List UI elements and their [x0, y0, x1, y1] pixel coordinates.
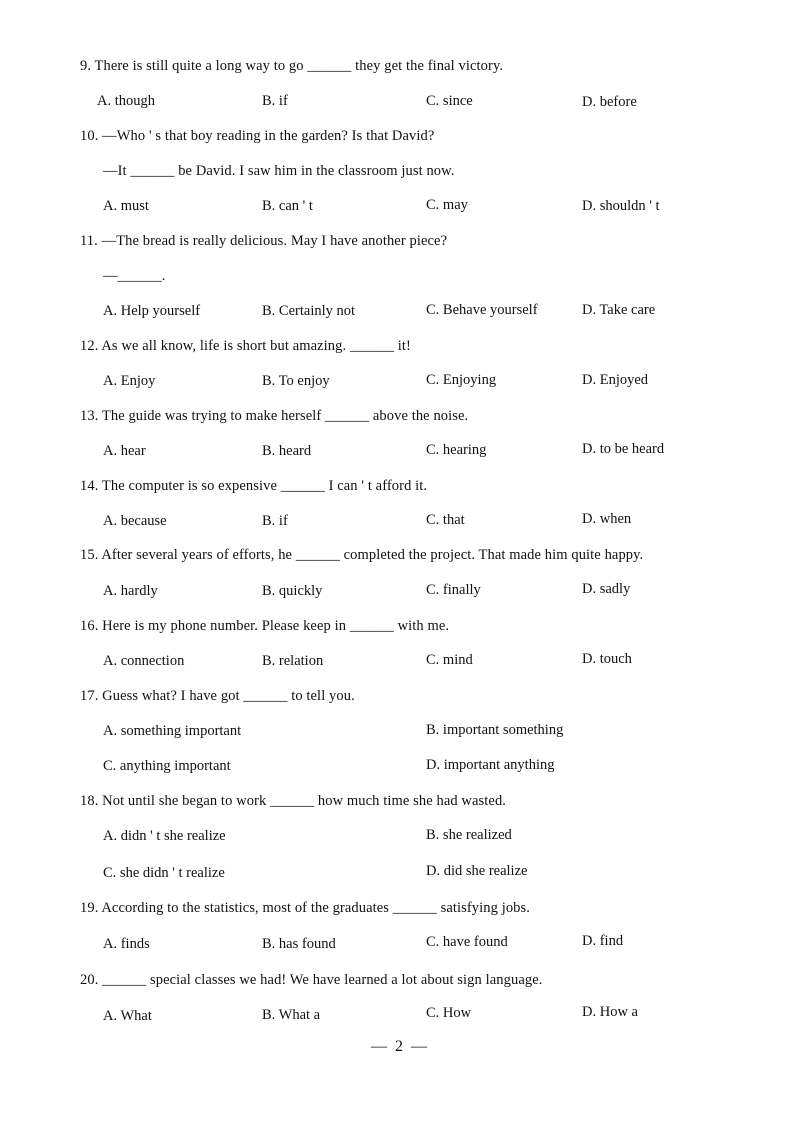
question-9-option-a: A. though: [97, 93, 155, 109]
question-10-option-d: D. shouldn ' t: [582, 198, 660, 214]
question-16-stem: 16. Here is my phone number. Please keep in ______ with me.: [80, 618, 450, 634]
question-16-option-a: A. connection: [103, 653, 185, 669]
question-15-stem: 15. After several years of efforts, he ______ completed the project. That made him quite happy.: [80, 547, 644, 563]
question-15-option-a: A. hardly: [103, 583, 158, 599]
question-18-option-c: C. she didn ' t realize: [103, 865, 225, 881]
question-12-option-a: A. Enjoy: [103, 373, 156, 389]
question-9-stem: 9. There is still quite a long way to go ______ they get the final victory.: [80, 58, 504, 74]
question-9-option-b: B. if: [262, 93, 288, 109]
question-10-option-a: A. must: [103, 198, 149, 214]
question-18-stem: 18. Not until she began to work ______ how much time she had wasted.: [80, 793, 507, 809]
question-10-option-b: B. can ' t: [262, 198, 313, 214]
question-13-option-b: B. heard: [262, 443, 312, 459]
question-11-stem: 11. —The bread is really delicious. May I have another piece?: [80, 233, 448, 249]
question-20-option-a: A. What: [103, 1008, 152, 1024]
question-17-stem: 17. Guess what? I have got ______ to tell you.: [80, 688, 355, 704]
page-number: — 2 —: [371, 1038, 429, 1055]
question-20-option-c: C. How: [426, 1005, 472, 1021]
question-13-option-d: D. to be heard: [582, 441, 665, 457]
question-11-option-d: D. Take care: [582, 302, 656, 318]
question-10-option-c: C. may: [426, 197, 468, 213]
question-10-stem: 10. —Who ' s that boy reading in the garden? Is that David?: [80, 128, 435, 144]
question-10-stem-reply: —It ______ be David. I saw him in the classroom just now.: [103, 163, 455, 179]
question-14-option-c: C. that: [426, 512, 465, 528]
question-19-option-d: D. find: [582, 933, 624, 949]
question-11-option-b: B. Certainly not: [262, 303, 356, 319]
question-18-option-a: A. didn ' t she realize: [103, 828, 226, 844]
question-19-option-c: C. have found: [426, 934, 508, 950]
question-14-option-d: D. when: [582, 511, 632, 527]
question-13-option-a: A. hear: [103, 443, 146, 459]
question-15-option-d: D. sadly: [582, 581, 631, 597]
question-12-option-d: D. Enjoyed: [582, 372, 649, 388]
question-17-option-b: B. important something: [426, 722, 564, 738]
question-20-stem: 20. ______ special classes we had! We have learned a lot about sign language.: [80, 972, 543, 988]
question-12-option-b: B. To enjoy: [262, 373, 330, 389]
question-17-option-c: C. anything important: [103, 758, 231, 774]
question-16-option-b: B. relation: [262, 653, 324, 669]
question-20-option-d: D. How a: [582, 1004, 638, 1020]
question-13-option-c: C. hearing: [426, 442, 487, 458]
question-20-option-b: B. What a: [262, 1007, 321, 1023]
question-14-option-a: A. because: [103, 513, 167, 529]
question-18-option-b: B. she realized: [426, 827, 512, 843]
question-9-option-d: D. before: [582, 94, 637, 110]
question-16-option-d: D. touch: [582, 651, 632, 667]
question-11-option-c: C. Behave yourself: [426, 302, 538, 318]
question-17-option-a: A. something important: [103, 723, 242, 739]
question-19-stem: 19. According to the statistics, most of the graduates ______ satisfying jobs.: [80, 900, 530, 916]
question-11-stem-reply: —______.: [103, 268, 166, 284]
question-19-option-a: A. finds: [103, 936, 150, 952]
question-15-option-b: B. quickly: [262, 583, 323, 599]
question-11-option-a: A. Help yourself: [103, 303, 201, 319]
question-18-option-d: D. did she realize: [426, 863, 528, 879]
question-12-option-c: C. Enjoying: [426, 372, 497, 388]
question-13-stem: 13. The guide was trying to make herself ______ above the noise.: [80, 408, 469, 424]
question-14-option-b: B. if: [262, 513, 288, 529]
question-14-stem: 14. The computer is so expensive ______ I can ' t afford it.: [80, 478, 428, 494]
question-16-option-c: C. mind: [426, 652, 473, 668]
question-15-option-c: C. finally: [426, 582, 481, 598]
question-12-stem: 12. As we all know, life is short but amazing. ______ it!: [80, 338, 411, 354]
question-9-option-c: C. since: [426, 93, 473, 109]
question-17-option-d: D. important anything: [426, 757, 555, 773]
question-19-option-b: B. has found: [262, 936, 336, 952]
